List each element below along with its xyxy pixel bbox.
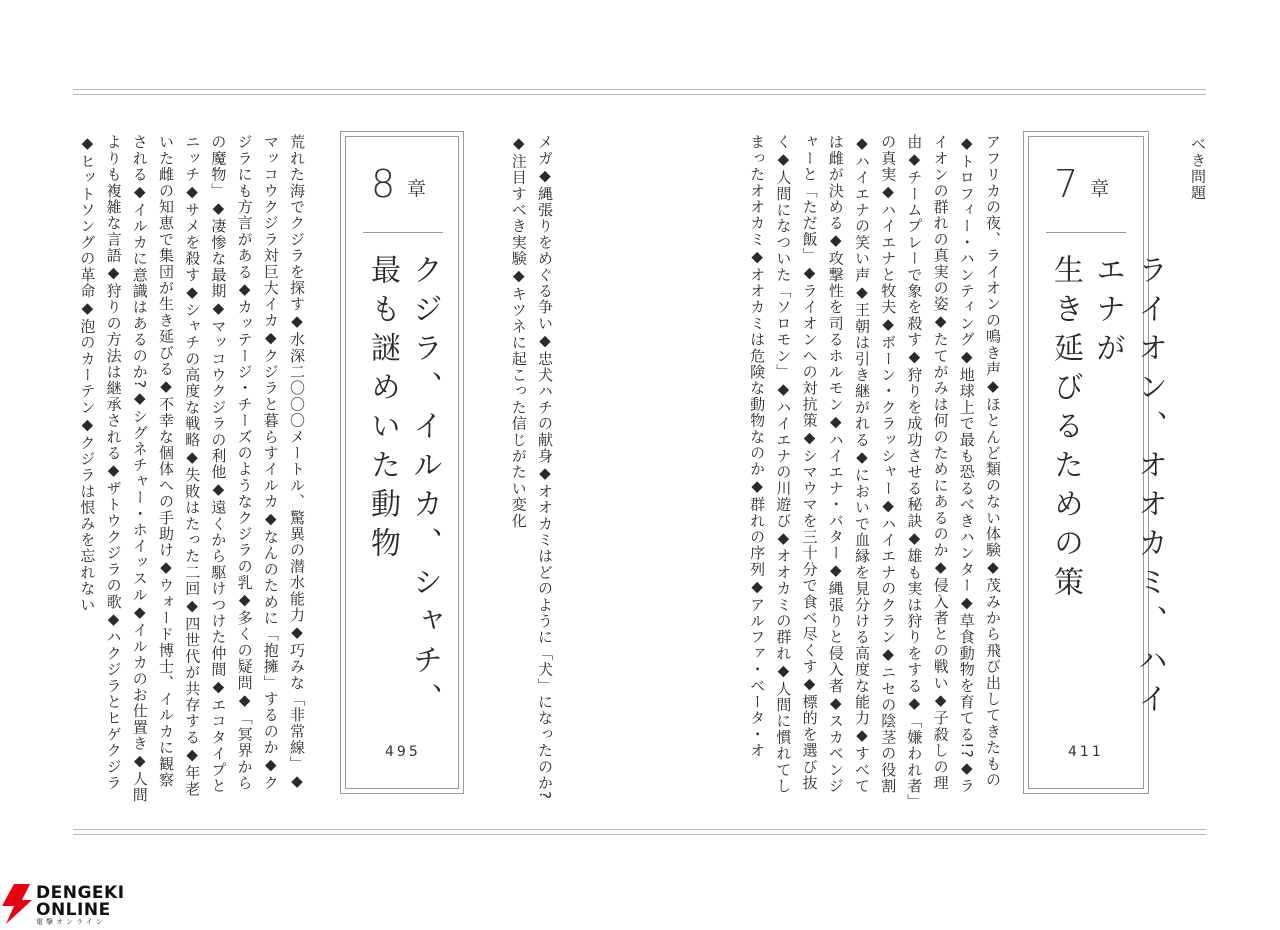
chapter-7-contents-continued: メガ◆縄張りをめぐる争い◆忠犬ハチの献身◆オオカミはどのように「犬」になったのか?◆注目すべき実験◆キツネに起こった信じがたい変化 [509, 134, 554, 801]
chapter-8-divider [363, 232, 443, 233]
logo-line-2: ONLINE [36, 900, 111, 920]
chapter-8-title [361, 254, 445, 734]
chapter-8-title-line-1: クジラ、イルカ、シャチ、 [407, 254, 442, 722]
chapter-7-heading-box [1023, 131, 1167, 794]
chapter-7-number: 7 [1054, 162, 1079, 206]
chapter-7-title [1044, 254, 1170, 734]
lightning-bolt-icon [0, 880, 36, 926]
top-rule [73, 89, 1206, 95]
chapter-7-divider [1046, 232, 1126, 233]
chapter-8-contents-text: 荒れた海でクジラを探す◆水深二〇〇〇メートル、驚異の潜水能力◆巧みな「非常線」◆マッコウクジラ対巨大イカ◆クジラと暮らすイルカ◆なんのために「抱擁」するのか◆クジラにも方言がある◆カッテージ・チーズのようなクジラの乳◆多くの疑問◆「冥界からの魔物」◆凄惨な最期◆マッコウクジラの利他◆遠くから駆けつけた仲間◆エコタイプとニッチ◆サメを殺す◆シャチの高度な戦略◆失敗はたった二回◆四世代が共存する◆年老いた雌の知恵で集団が生き延びる◆不幸な個体への手助け◆ウォード博士、イルカに観察される◆イルカに意識はあるのか?◆シグネチャー・ホイッスル◆イルカのお仕置き◆人間よりも複雑な言語◆狩りの方法は継承される◆ザトウクジラの歌◆ハクジラとヒゲクジラ◆ヒットソングの革命◆泡のカーテン◆クジラは恨みを忘れない [78, 134, 306, 804]
chapter-8-heading-box [340, 131, 464, 794]
chapter-8-number: 8 [371, 162, 396, 206]
dengeki-online-logo [0, 880, 130, 926]
chapter-8-title-line-2: 最も謎めいた動物 [365, 254, 400, 566]
logo-line-1: DENGEKI [36, 883, 125, 903]
chapter-7-sho: 章 [1090, 178, 1110, 200]
logo-line-3: 電撃オンライン [36, 918, 106, 926]
chapter-8-sho: 章 [407, 178, 427, 200]
chapter-7-contents-text: アフリカの夜、ライオンの鳴き声◆ほとんど類のない体験◆茂みから飛び出してきたもの◆トロフィー・ハンティング◆地球上で最も恐るべきハンター◆草食動物を育てる!?◆ライオンの群れの真実の姿◆たてがみは何のためにあるのか◆侵入者との戦い◆子殺しの理由◆チームプレーで象を殺す◆狩りを成功させる秘訣◆雄も実は狩りをする◆「嫌われ者」の真実◆ハイエナと牧夫◆ボーン・クラッシャー◆ハイエナのクラン◆ニセの陰茎の役割◆ハイエナの笑い声◆王朝は引き継がれる◆においで血縁を見分ける高度な能力◆すべては雌が決める◆攻撃性を司るホルモン◆ハイエナ・バター◆縄張りと侵入者◆スカベンジャーと「ただ飯」◆ライオンへの対抗策◆シマウマを三十分で食べ尽くす◆標的を選び抜く◆人間になついた「ソロモン」◆ハイエナの川遊び◆オオカミの群れ◆人間に慣れてしまったオオカミ◆オオカミは危険な動物なのか◆群れの序列◆アルファ・ベータ・オ [748, 134, 1002, 803]
running-header: べき問題 [1189, 136, 1207, 201]
chapter-7-title-line-1: ライオン、オオカミ、ハイエナが [1090, 254, 1167, 722]
chapter-7-title-line-2: 生き延びるための策 [1048, 254, 1083, 605]
chapter-8-page-number: 495 [385, 744, 421, 760]
chapter-7-page-number: 411 [1068, 744, 1104, 760]
bottom-rule [73, 829, 1206, 835]
